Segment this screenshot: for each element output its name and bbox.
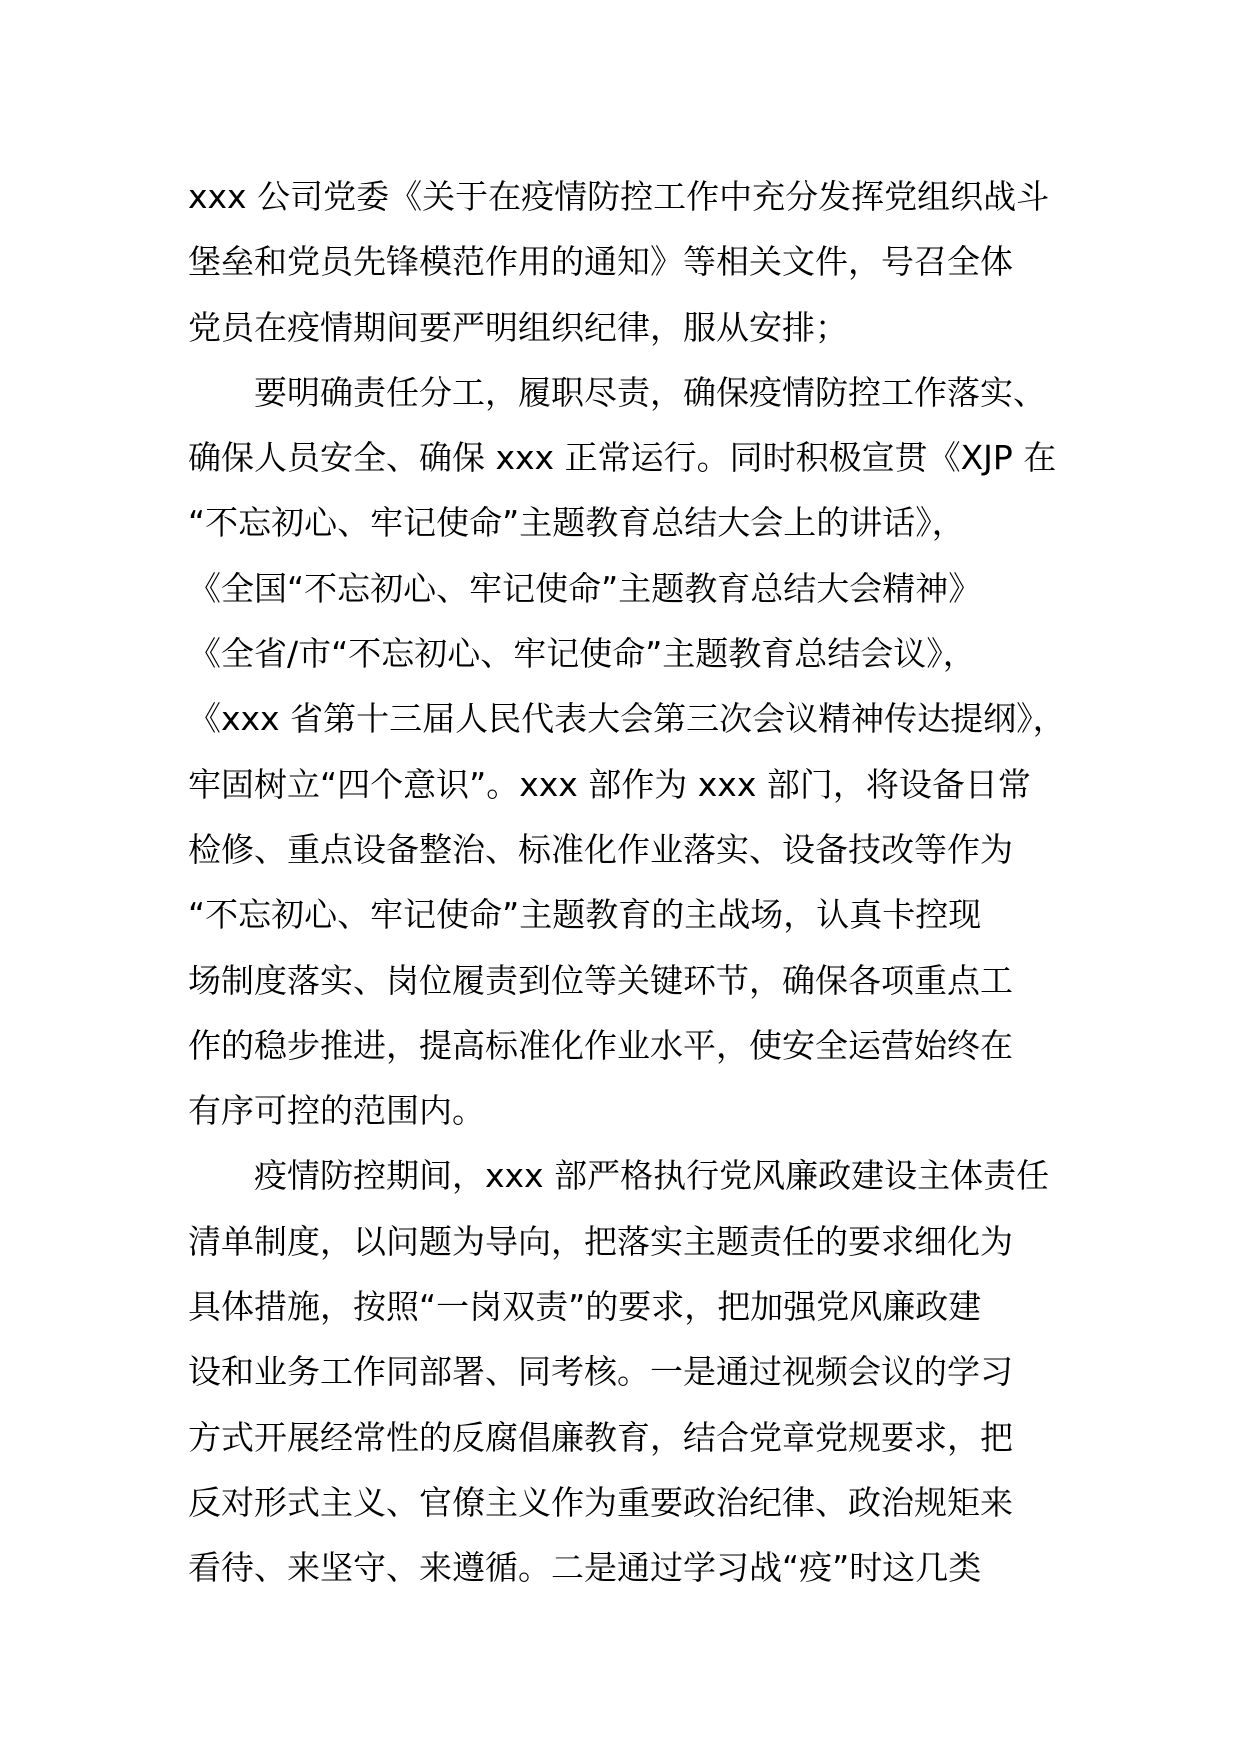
text-line: 具体措施，按照“一岗双责”的要求，把加强党风廉政建 (188, 1287, 982, 1327)
text-line: 《xxx 省第十三届人民代表大会第三次会议精神传达提纲》， (188, 699, 1066, 739)
text-line: “不忘初心、牢记使命”主题教育总结大会上的讲话》， (188, 503, 965, 543)
text-line: 看待、来坚守、来遵循。二是通过学习战“疫”时这几类 (188, 1548, 982, 1588)
paragraph-start-line: 要明确责任分工，履职尽责，确保疫情防控工作落实、 (254, 372, 1046, 412)
body-text (188, 164, 1068, 1601)
text-line: 作的稳步推进，提高标准化作业水平，使安全运营始终在 (188, 1025, 1013, 1065)
text-line: 《全省/市“不忘初心、牢记使命”主题教育总结会议》， (188, 634, 976, 674)
text-line: 牢固树立“四个意识”。xxx 部作为 xxx 部门，将设备日常 (188, 764, 1031, 804)
text-line: 党员在疫情期间要严明组织纪律，服从安排； (188, 307, 848, 347)
text-line: “不忘初心、牢记使命”主题教育的主战场，认真卡控现 (188, 895, 982, 935)
text-line: 设和业务工作同部署、同考核。一是通过视频会议的学习 (188, 1352, 1013, 1392)
paragraph-start-line: 疫情防控期间，xxx 部严格执行党风廉政建设主体责任 (254, 1156, 1050, 1196)
text-line: 《全国“不忘初心、牢记使命”主题教育总结大会精神》 (188, 568, 982, 608)
text-line: 有序可控的范围内。 (188, 1091, 485, 1131)
text-line: 确保人员安全、确保 xxx 正常运行。同时积极宣贯《XJP 在 (188, 438, 1057, 478)
text-line: 反对形式主义、官僚主义作为重要政治纪律、政治规矩来 (188, 1482, 1013, 1522)
text-line: 堡垒和党员先锋模范作用的通知》等相关文件，号召全体 (188, 242, 1013, 282)
text-line: 检修、重点设备整治、标准化作业落实、设备技改等作为 (188, 829, 1013, 869)
text-line: 场制度落实、岗位履责到位等关键环节，确保各项重点工 (188, 960, 1013, 1000)
text-line: 清单制度，以问题为导向，把落实主题责任的要求细化为 (188, 1221, 1013, 1261)
text-line: xxx 公司党委《关于在疫情防控工作中充分发挥党组织战斗 (188, 177, 1050, 216)
text-line: 方式开展经常性的反腐倡廉教育，结合党章党规要求，把 (188, 1417, 1013, 1457)
